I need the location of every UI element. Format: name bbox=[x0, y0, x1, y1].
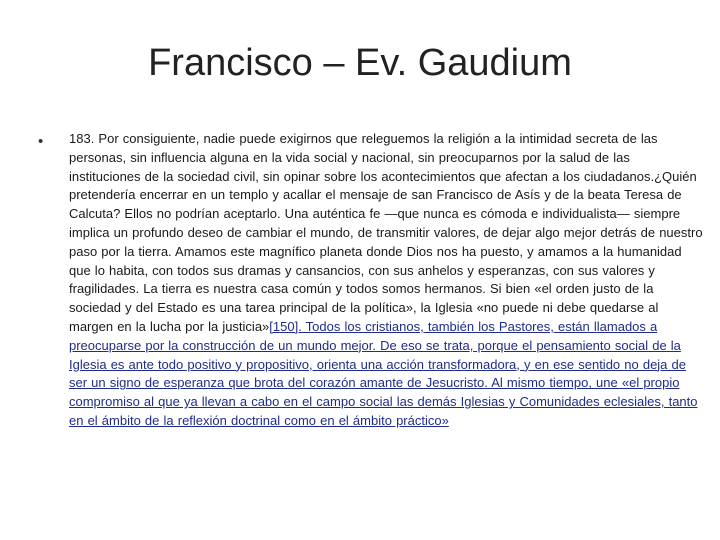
bullet-icon: • bbox=[38, 133, 44, 150]
footnote-link[interactable]: [150]. Todos los cristianos, también los Pastores, están llamados a preocuparse por la construcción de un mundo mejor. De eso se trata, porque el pensamiento social de la Iglesia es ante todo positivo y propositivo, orienta una acción transformadora, y en ese sentido no deja de ser un signo de esperanza que brota del corazón amante de Jesucristo. Al mismo tiempo, une «el propio compromiso al que ya llevan a cabo en el campo social las demás Iglesias y Comunidades eclesiales, tanto en el ámbito de la reflexión doctrinal como en el ámbito práctico» bbox=[69, 318, 698, 428]
quote-paragraph bbox=[69, 130, 705, 431]
paragraph-text: 183. Por consiguiente, nadie puede exigirnos que releguemos la religión a la intimidad secreta de las personas, sin influencia alguna en la vida social y nacional, sin preocuparnos por la salud de las instituciones de la sociedad civil, sin opinar sobre los acontecimientos que afectan a los ciudadanos.¿Quién pretendería encerrar en un templo y acallar el mensaje de san Francisco de Asís y de la beata Teresa de Calcuta? Ellos no podrían aceptarlo. Una auténtica fe —que nunca es cómoda e individualista— siempre implica un profundo deseo de cambiar el mundo, de transmitir valores, de dejar algo mejor detrás de nuestro paso por la tierra. Amamos este magnífico planeta donde Dios nos ha puesto, y amamos a la humanidad que lo habita, con todos sus dramas y cansancios, con sus anhelos y esperanzas, con sus valores y fragilidades. La tierra es nuestra casa común y todos somos hermanos. Si bien «el orden justo de la sociedad y del Estado es una tarea principal de la política», la Iglesia «no puede ni debe quedarse al margen en la lucha por la justicia» bbox=[69, 131, 703, 334]
slide-title: Francisco – Ev. Gaudium bbox=[148, 42, 572, 84]
